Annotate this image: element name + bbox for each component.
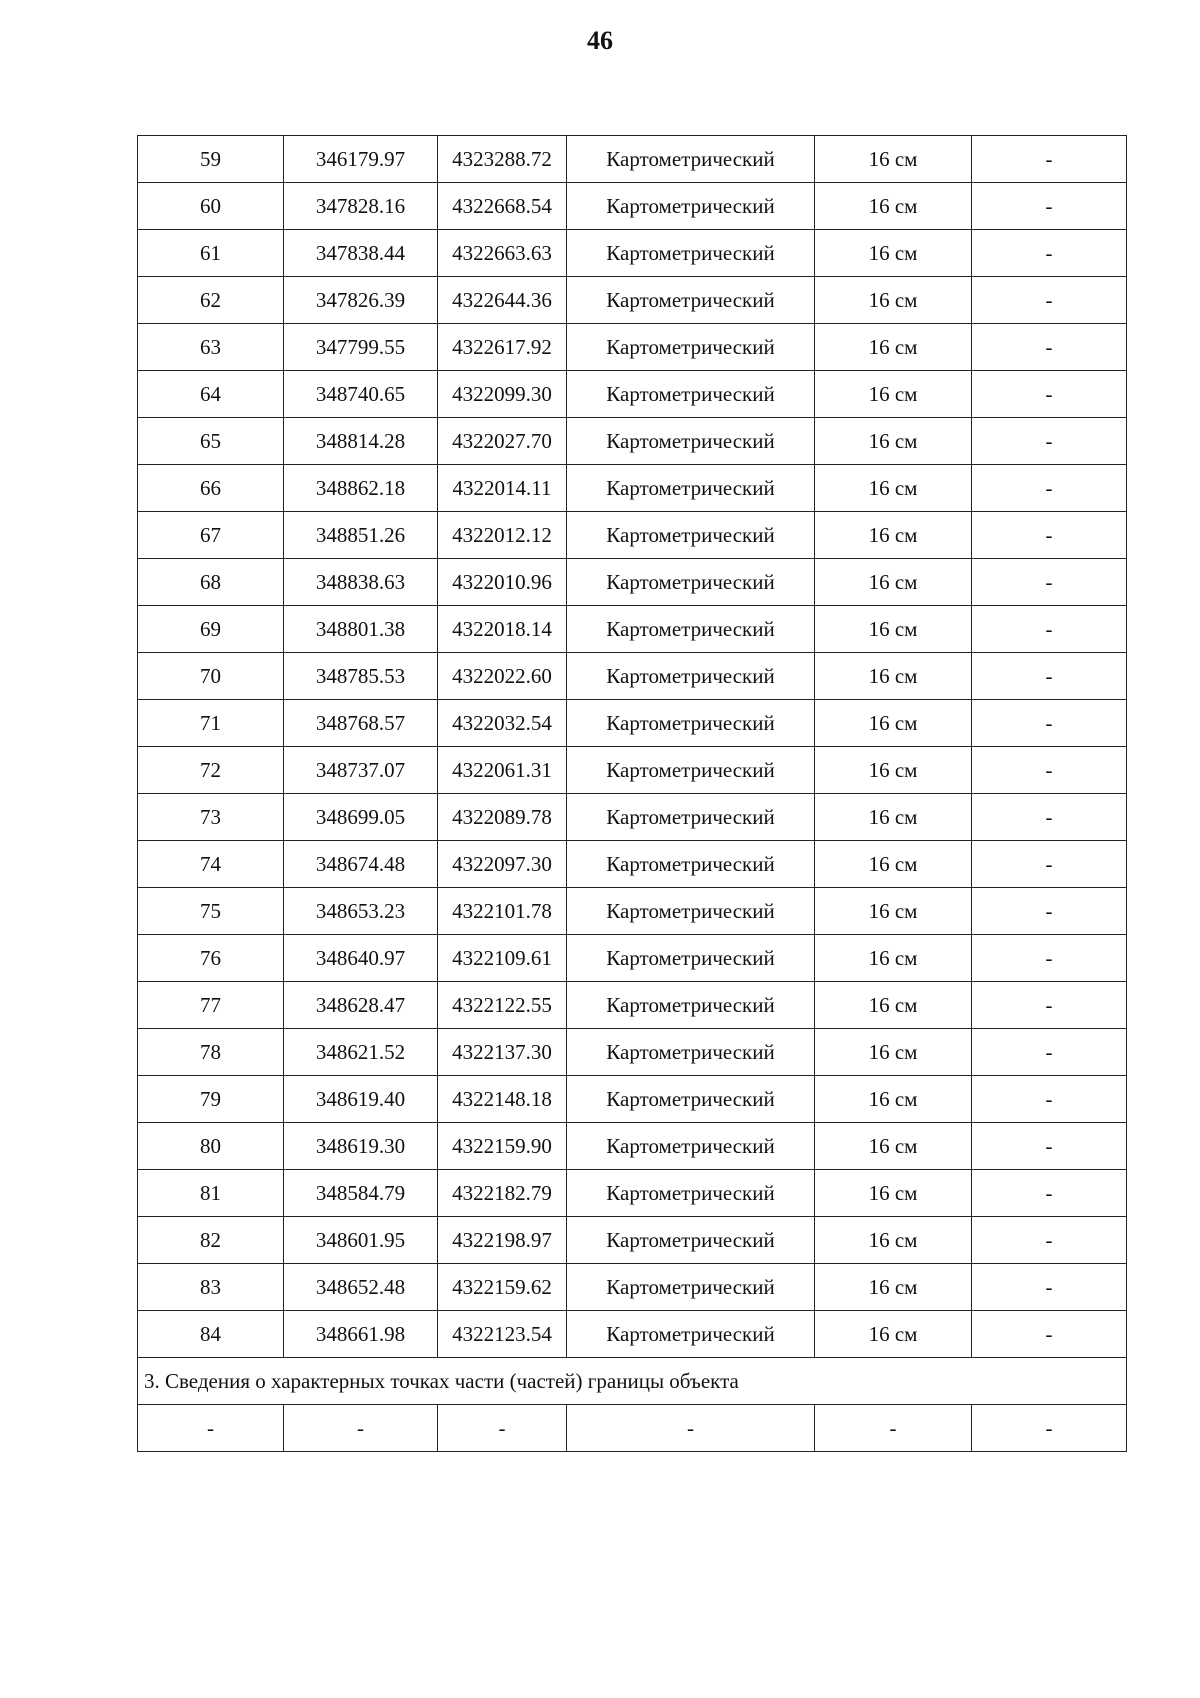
point-number-cell: 64	[138, 371, 284, 418]
table-row	[138, 324, 1127, 371]
y-coordinate-cell: 4322010.96	[438, 559, 567, 606]
description-cell: -	[972, 1311, 1127, 1358]
y-coordinate-cell: 4322109.61	[438, 935, 567, 982]
point-number-cell: 70	[138, 653, 284, 700]
description-cell: -	[972, 747, 1127, 794]
point-number-cell: 75	[138, 888, 284, 935]
accuracy-cell: 16 см	[815, 230, 972, 277]
x-coordinate-cell: 348661.98	[284, 1311, 438, 1358]
method-cell: Картометрический	[567, 1123, 815, 1170]
point-number-cell: 60	[138, 183, 284, 230]
description-cell: -	[972, 1076, 1127, 1123]
accuracy-cell: 16 см	[815, 183, 972, 230]
description-cell: -	[972, 935, 1127, 982]
table-row	[138, 1029, 1127, 1076]
point-number-cell: 63	[138, 324, 284, 371]
accuracy-cell: 16 см	[815, 700, 972, 747]
x-coordinate-cell: 348851.26	[284, 512, 438, 559]
table-row	[138, 1076, 1127, 1123]
x-coordinate-cell: 347828.16	[284, 183, 438, 230]
table-row	[138, 747, 1127, 794]
y-coordinate-cell: 4322159.90	[438, 1123, 567, 1170]
accuracy-cell: 16 см	[815, 1076, 972, 1123]
x-coordinate-cell: 348814.28	[284, 418, 438, 465]
point-number-cell: 61	[138, 230, 284, 277]
point-number-cell: 79	[138, 1076, 284, 1123]
method-cell: Картометрический	[567, 935, 815, 982]
point-number-cell: 59	[138, 136, 284, 183]
table-row	[138, 606, 1127, 653]
point-number-cell: 82	[138, 1217, 284, 1264]
section-row	[138, 1405, 1127, 1452]
table-row	[138, 1170, 1127, 1217]
section-heading: 3. Сведения о характерных точках части (частей) границы объекта	[138, 1358, 1127, 1405]
y-coordinate-cell: 4322663.63	[438, 230, 567, 277]
y-coordinate-cell: 4322159.62	[438, 1264, 567, 1311]
method-cell: Картометрический	[567, 1029, 815, 1076]
method-cell: Картометрический	[567, 653, 815, 700]
x-coordinate-cell: 348640.97	[284, 935, 438, 982]
accuracy-cell: 16 см	[815, 1029, 972, 1076]
y-coordinate-cell: 4322097.30	[438, 841, 567, 888]
description-cell: -	[972, 230, 1127, 277]
x-coordinate-cell: 348584.79	[284, 1170, 438, 1217]
table-row	[138, 1264, 1127, 1311]
y-coordinate-cell: 4322089.78	[438, 794, 567, 841]
accuracy-cell: 16 см	[815, 418, 972, 465]
description-cell: -	[972, 183, 1127, 230]
x-coordinate-cell: 348628.47	[284, 982, 438, 1029]
table-row	[138, 1311, 1127, 1358]
description-cell: -	[972, 418, 1127, 465]
description-cell: -	[972, 888, 1127, 935]
x-coordinate-cell: 348838.63	[284, 559, 438, 606]
table-row	[138, 183, 1127, 230]
table-row	[138, 371, 1127, 418]
accuracy-cell: 16 см	[815, 1123, 972, 1170]
table-row	[138, 136, 1127, 183]
x-coordinate-cell: 348619.30	[284, 1123, 438, 1170]
accuracy-cell: 16 см	[815, 465, 972, 512]
description-cell: -	[972, 136, 1127, 183]
point-number-cell: 74	[138, 841, 284, 888]
description-cell: -	[972, 653, 1127, 700]
y-coordinate-cell: 4323288.72	[438, 136, 567, 183]
point-number-cell: 71	[138, 700, 284, 747]
accuracy-cell: 16 см	[815, 1311, 972, 1358]
point-number-cell: 81	[138, 1170, 284, 1217]
description-cell: -	[972, 324, 1127, 371]
method-cell: Картометрический	[567, 559, 815, 606]
description-cell: -	[972, 277, 1127, 324]
accuracy-cell: 16 см	[815, 1217, 972, 1264]
table-row	[138, 1217, 1127, 1264]
y-coordinate-cell: 4322137.30	[438, 1029, 567, 1076]
description-cell: -	[972, 794, 1127, 841]
method-cell: Картометрический	[567, 982, 815, 1029]
x-coordinate-cell: 347799.55	[284, 324, 438, 371]
y-coordinate-cell: 4322032.54	[438, 700, 567, 747]
method-cell: Картометрический	[567, 1311, 815, 1358]
x-coordinate-cell: 348737.07	[284, 747, 438, 794]
point-number-cell: 84	[138, 1311, 284, 1358]
method-cell: Картометрический	[567, 1264, 815, 1311]
table-row	[138, 794, 1127, 841]
y-coordinate-cell: 4322644.36	[438, 277, 567, 324]
y-coordinate-cell: 4322668.54	[438, 183, 567, 230]
x-coordinate-cell: 348699.05	[284, 794, 438, 841]
table-row	[138, 653, 1127, 700]
description-cell: -	[972, 465, 1127, 512]
accuracy-cell: 16 см	[815, 559, 972, 606]
accuracy-cell: 16 см	[815, 324, 972, 371]
table-row	[138, 1123, 1127, 1170]
y-coordinate-cell: 4322014.11	[438, 465, 567, 512]
point-number-cell: -	[138, 1405, 284, 1452]
accuracy-cell: 16 см	[815, 653, 972, 700]
method-cell: Картометрический	[567, 277, 815, 324]
x-coordinate-cell: 348674.48	[284, 841, 438, 888]
accuracy-cell: 16 см	[815, 888, 972, 935]
point-number-cell: 66	[138, 465, 284, 512]
x-coordinate-cell: 348801.38	[284, 606, 438, 653]
accuracy-cell: 16 см	[815, 277, 972, 324]
description-cell: -	[972, 982, 1127, 1029]
table-row	[138, 277, 1127, 324]
table-row	[138, 512, 1127, 559]
accuracy-cell: 16 см	[815, 841, 972, 888]
accuracy-cell: 16 см	[815, 1264, 972, 1311]
x-coordinate-cell: 348619.40	[284, 1076, 438, 1123]
y-coordinate-cell: 4322022.60	[438, 653, 567, 700]
x-coordinate-cell: 347838.44	[284, 230, 438, 277]
description-cell: -	[972, 1123, 1127, 1170]
point-number-cell: 72	[138, 747, 284, 794]
description-cell: -	[972, 371, 1127, 418]
point-number-cell: 67	[138, 512, 284, 559]
table-row	[138, 935, 1127, 982]
y-coordinate-cell: 4322198.97	[438, 1217, 567, 1264]
description-cell: -	[972, 512, 1127, 559]
x-coordinate-cell: 348862.18	[284, 465, 438, 512]
accuracy-cell: 16 см	[815, 606, 972, 653]
point-number-cell: 78	[138, 1029, 284, 1076]
x-coordinate-cell: 348621.52	[284, 1029, 438, 1076]
table-row	[138, 230, 1127, 277]
description-cell: -	[972, 1029, 1127, 1076]
page-number: 46	[587, 26, 613, 55]
y-coordinate-cell: 4322027.70	[438, 418, 567, 465]
method-cell: Картометрический	[567, 1217, 815, 1264]
y-coordinate-cell: 4322012.12	[438, 512, 567, 559]
y-coordinate-cell: 4322099.30	[438, 371, 567, 418]
method-cell: Картометрический	[567, 1170, 815, 1217]
description-cell: -	[972, 1217, 1127, 1264]
accuracy-cell: 16 см	[815, 512, 972, 559]
point-number-cell: 76	[138, 935, 284, 982]
x-coordinate-cell: 347826.39	[284, 277, 438, 324]
accuracy-cell: 16 см	[815, 747, 972, 794]
y-coordinate-cell: 4322122.55	[438, 982, 567, 1029]
method-cell: Картометрический	[567, 230, 815, 277]
table-row	[138, 841, 1127, 888]
method-cell: Картометрический	[567, 512, 815, 559]
table-body	[138, 136, 1127, 1452]
point-number-cell: 65	[138, 418, 284, 465]
table-row	[138, 888, 1127, 935]
accuracy-cell: 16 см	[815, 982, 972, 1029]
table-row	[138, 465, 1127, 512]
y-coordinate-cell: 4322182.79	[438, 1170, 567, 1217]
y-coordinate-cell: 4322123.54	[438, 1311, 567, 1358]
method-cell: Картометрический	[567, 324, 815, 371]
point-number-cell: 83	[138, 1264, 284, 1311]
method-cell: Картометрический	[567, 418, 815, 465]
table-row	[138, 700, 1127, 747]
table-row	[138, 418, 1127, 465]
point-number-cell: 73	[138, 794, 284, 841]
x-coordinate-cell: 346179.97	[284, 136, 438, 183]
description-cell: -	[972, 559, 1127, 606]
method-cell: Картометрический	[567, 465, 815, 512]
description-cell: -	[972, 700, 1127, 747]
method-cell: Картометрический	[567, 136, 815, 183]
method-cell: Картометрический	[567, 888, 815, 935]
x-coordinate-cell: 348768.57	[284, 700, 438, 747]
y-coordinate-cell: -	[438, 1405, 567, 1452]
x-coordinate-cell: 348785.53	[284, 653, 438, 700]
y-coordinate-cell: 4322148.18	[438, 1076, 567, 1123]
accuracy-cell: 16 см	[815, 1170, 972, 1217]
description-cell: -	[972, 841, 1127, 888]
method-cell: Картометрический	[567, 183, 815, 230]
method-cell: Картометрический	[567, 794, 815, 841]
point-number-cell: 62	[138, 277, 284, 324]
accuracy-cell: 16 см	[815, 794, 972, 841]
description-cell: -	[972, 606, 1127, 653]
accuracy-cell: 16 см	[815, 371, 972, 418]
method-cell: Картометрический	[567, 606, 815, 653]
method-cell: Картометрический	[567, 371, 815, 418]
point-number-cell: 68	[138, 559, 284, 606]
point-number-cell: 77	[138, 982, 284, 1029]
accuracy-cell: 16 см	[815, 136, 972, 183]
accuracy-cell: -	[815, 1405, 972, 1452]
x-coordinate-cell: 348653.23	[284, 888, 438, 935]
method-cell: Картометрический	[567, 1076, 815, 1123]
table-row	[138, 559, 1127, 606]
section-heading-row	[138, 1358, 1127, 1405]
description-cell: -	[972, 1170, 1127, 1217]
point-number-cell: 80	[138, 1123, 284, 1170]
point-number-cell: 69	[138, 606, 284, 653]
x-coordinate-cell: 348601.95	[284, 1217, 438, 1264]
description-cell: -	[972, 1264, 1127, 1311]
y-coordinate-cell: 4322061.31	[438, 747, 567, 794]
accuracy-cell: 16 см	[815, 935, 972, 982]
coordinates-table	[137, 135, 1127, 1452]
y-coordinate-cell: 4322101.78	[438, 888, 567, 935]
method-cell: Картометрический	[567, 841, 815, 888]
x-coordinate-cell: 348652.48	[284, 1264, 438, 1311]
table-row	[138, 982, 1127, 1029]
y-coordinate-cell: 4322018.14	[438, 606, 567, 653]
x-coordinate-cell: -	[284, 1405, 438, 1452]
x-coordinate-cell: 348740.65	[284, 371, 438, 418]
y-coordinate-cell: 4322617.92	[438, 324, 567, 371]
method-cell: -	[567, 1405, 815, 1452]
method-cell: Картометрический	[567, 700, 815, 747]
method-cell: Картометрический	[567, 747, 815, 794]
description-cell: -	[972, 1405, 1127, 1452]
